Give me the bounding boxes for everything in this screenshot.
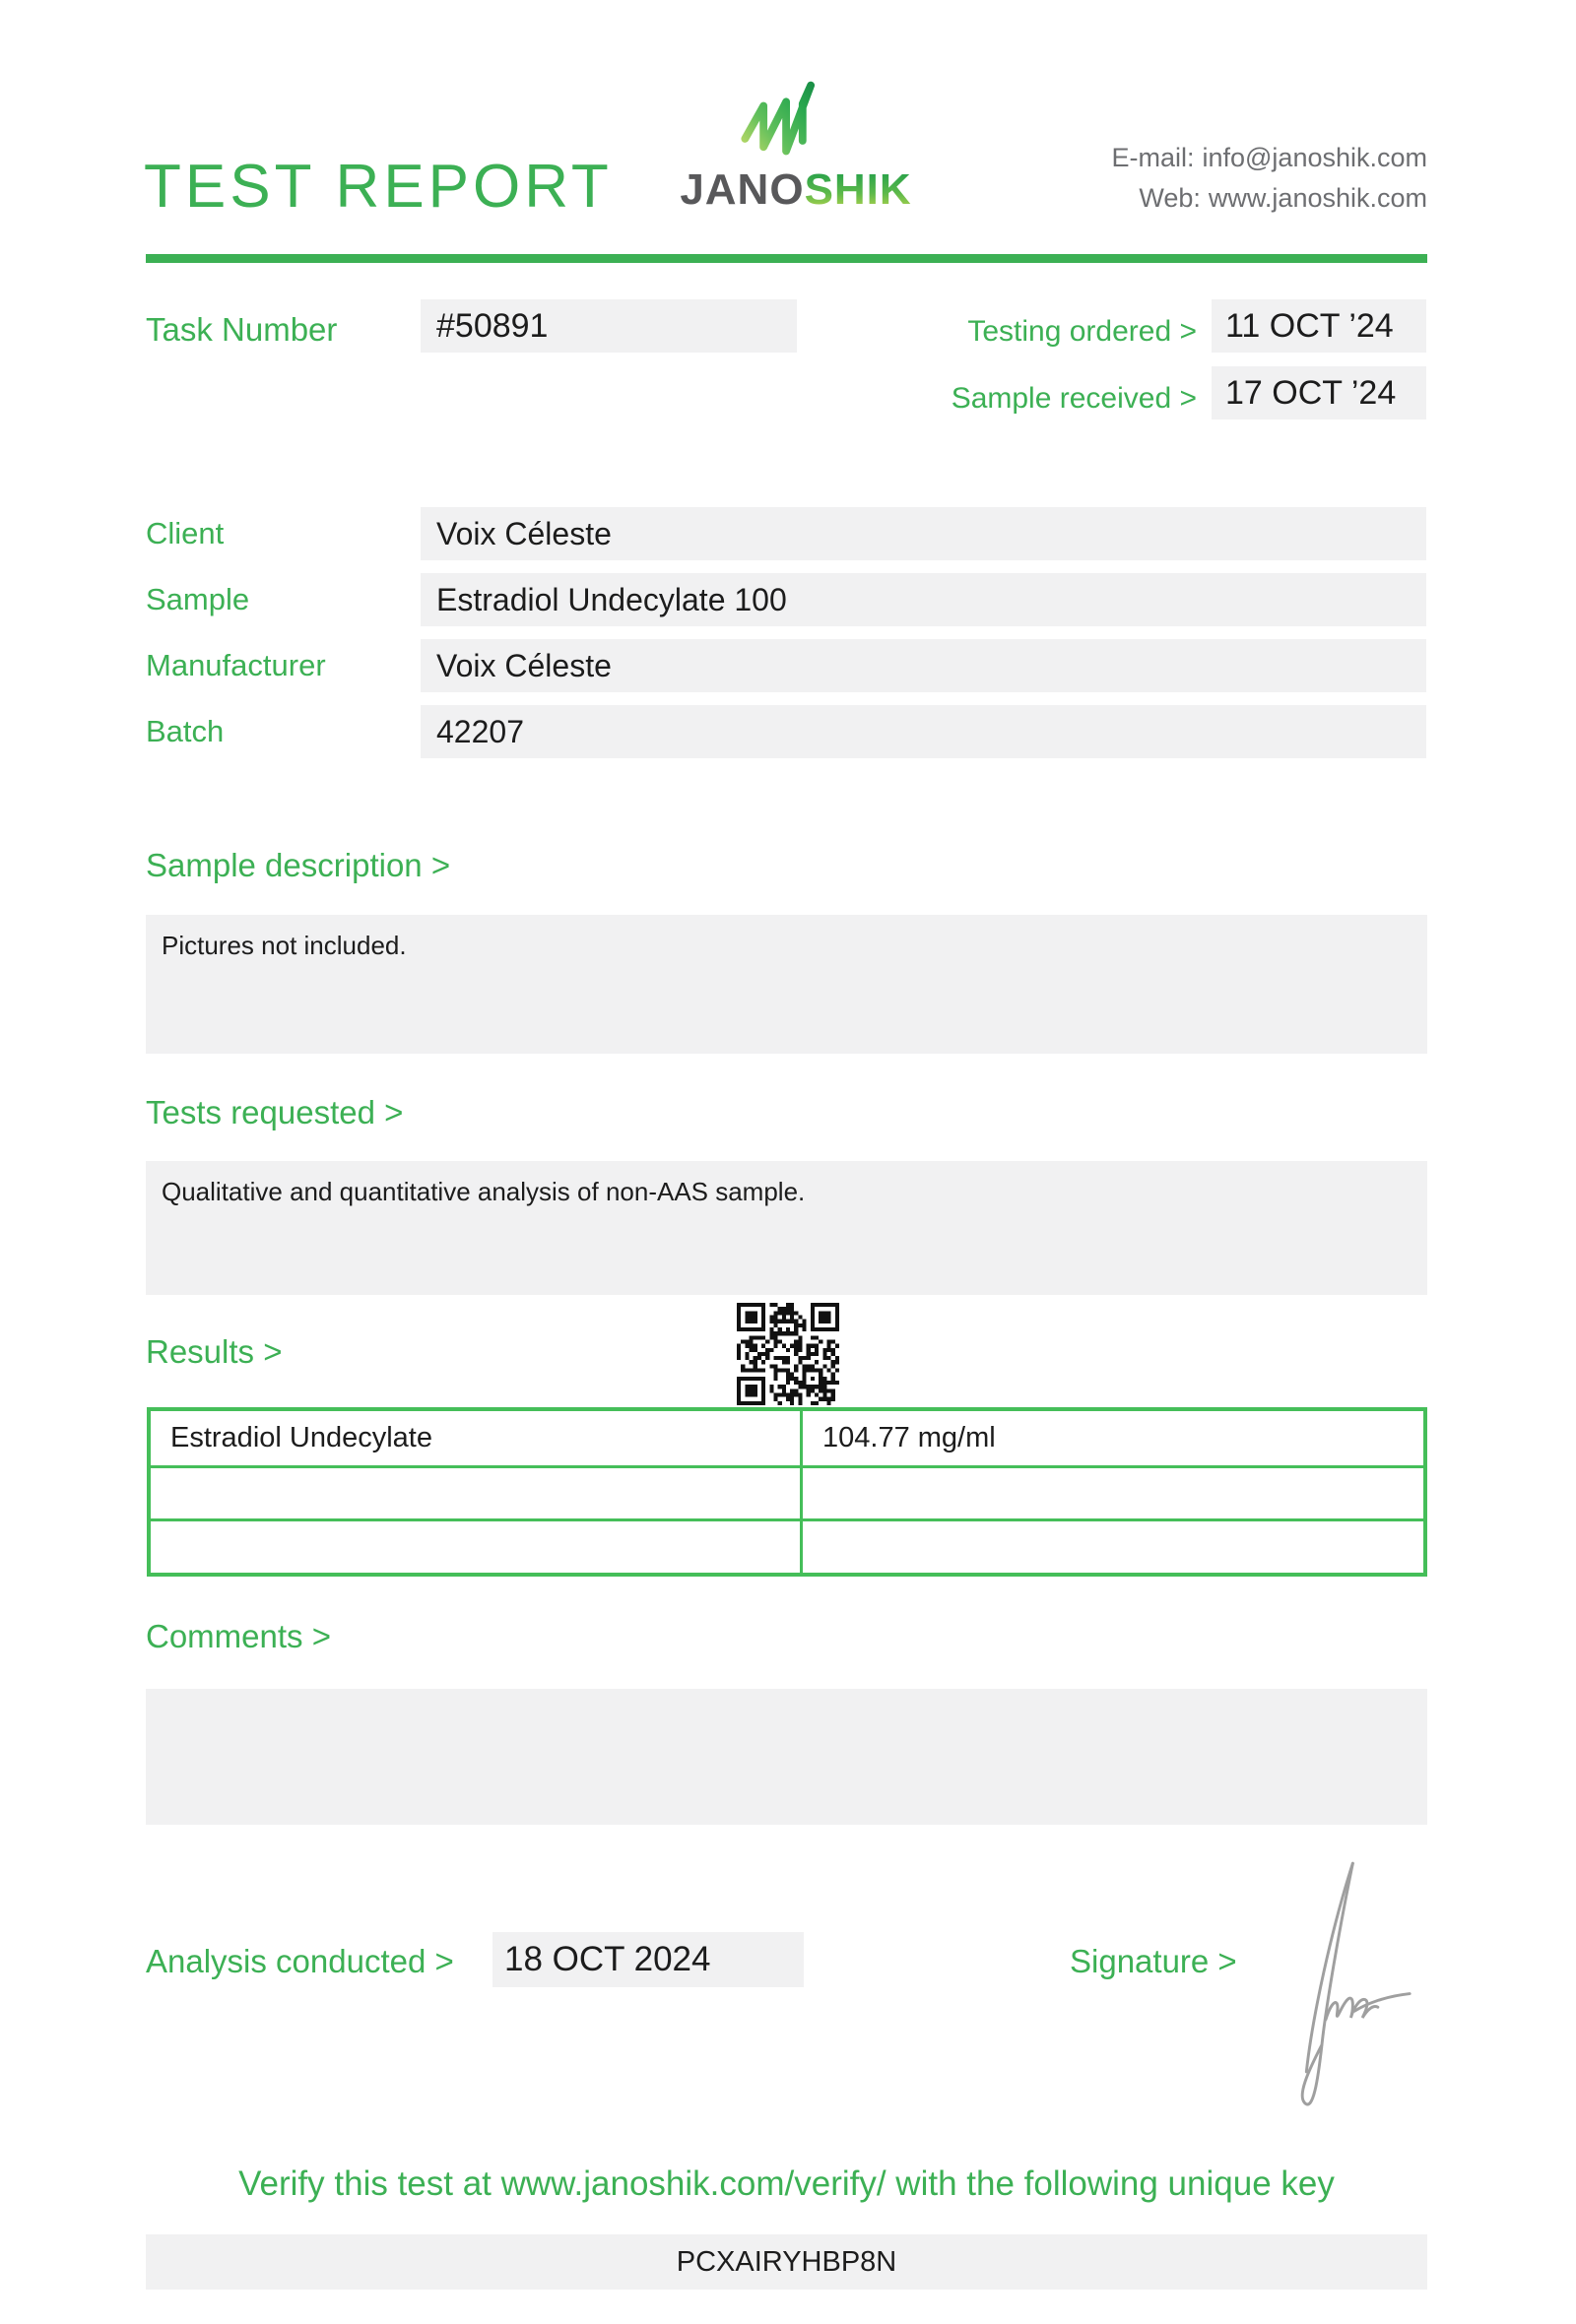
- tests-requested-heading: Tests requested >: [146, 1094, 404, 1130]
- testing-ordered-value-box: [1212, 299, 1426, 353]
- testing-ordered-label: Testing ordered >: [967, 315, 1197, 348]
- batch-label: Batch: [146, 714, 225, 748]
- client-value-box: [421, 507, 1426, 560]
- qr-code: [737, 1303, 839, 1405]
- task-number-value: #50891: [436, 307, 549, 345]
- signature-image: [1274, 1854, 1418, 2137]
- verify-key: PCXAIRYHBP8N: [676, 2246, 897, 2278]
- results-table: [147, 1407, 1427, 1577]
- sample-received-date: 17 OCT ’24: [1225, 374, 1397, 412]
- result-name-cell: [151, 1518, 800, 1573]
- task-number-value-box: [421, 299, 797, 353]
- comments-content: [146, 1689, 1427, 1705]
- manufacturer-value: Voix Céleste: [436, 648, 612, 683]
- batch-value-box: [421, 705, 1426, 758]
- logo-word-dark: JANO: [680, 165, 805, 214]
- web-value: www.janoshik.com: [1208, 183, 1427, 213]
- result-value-cell: [800, 1465, 1423, 1519]
- sample-label: Sample: [146, 582, 250, 616]
- web-label: Web:: [1139, 183, 1201, 213]
- verify-key-box: [146, 2234, 1427, 2290]
- sample-description-content: Pictures not included.: [162, 931, 407, 960]
- email-value: info@janoshik.com: [1202, 143, 1427, 172]
- result-name-cell: [151, 1465, 800, 1519]
- analysis-date-box: [492, 1932, 804, 1987]
- email-label: E-mail:: [1111, 143, 1195, 172]
- logo-chart-icon: [737, 75, 831, 164]
- comments-box: [146, 1689, 1427, 1825]
- results-heading: Results >: [146, 1333, 283, 1370]
- logo-word-green: SHIK: [804, 165, 912, 214]
- contact-info: [1111, 138, 1427, 219]
- sample-description-heading: Sample description >: [146, 847, 451, 883]
- comments-heading: Comments >: [146, 1618, 331, 1654]
- sample-received-value-box: [1212, 366, 1426, 420]
- sample-description-box: [146, 915, 1427, 1054]
- signature-label: Signature >: [1070, 1943, 1237, 1979]
- tests-requested-box: [146, 1161, 1427, 1295]
- contact-web: [1111, 178, 1427, 219]
- client-value: Voix Céleste: [436, 516, 612, 551]
- contact-email: [1111, 138, 1427, 178]
- manufacturer-value-box: [421, 639, 1426, 692]
- verify-instruction: Verify this test at www.janoshik.com/verify/ with the following unique key: [238, 2164, 1335, 2203]
- sample-value-box: [421, 573, 1426, 626]
- batch-value: 42207: [436, 714, 524, 749]
- result-value-cell: [800, 1518, 1423, 1573]
- result-value-cell: 104.77 mg/ml: [800, 1411, 1423, 1465]
- testing-ordered-date: 11 OCT ’24: [1225, 307, 1394, 345]
- task-number-label: Task Number: [146, 311, 338, 348]
- sample-received-label: Sample received >: [951, 382, 1197, 415]
- logo-wordmark: [678, 165, 914, 215]
- sample-value: Estradiol Undecylate 100: [436, 582, 787, 617]
- client-label: Client: [146, 516, 225, 550]
- page-title: TEST REPORT: [144, 153, 613, 221]
- manufacturer-label: Manufacturer: [146, 648, 326, 682]
- analysis-conducted-label: Analysis conducted >: [146, 1943, 454, 1979]
- result-name-cell: Estradiol Undecylate: [170, 1421, 432, 1453]
- analysis-date: 18 OCT 2024: [504, 1940, 711, 1978]
- tests-requested-content: Qualitative and quantitative analysis of non-AAS sample.: [162, 1177, 806, 1206]
- header-divider: [146, 254, 1427, 263]
